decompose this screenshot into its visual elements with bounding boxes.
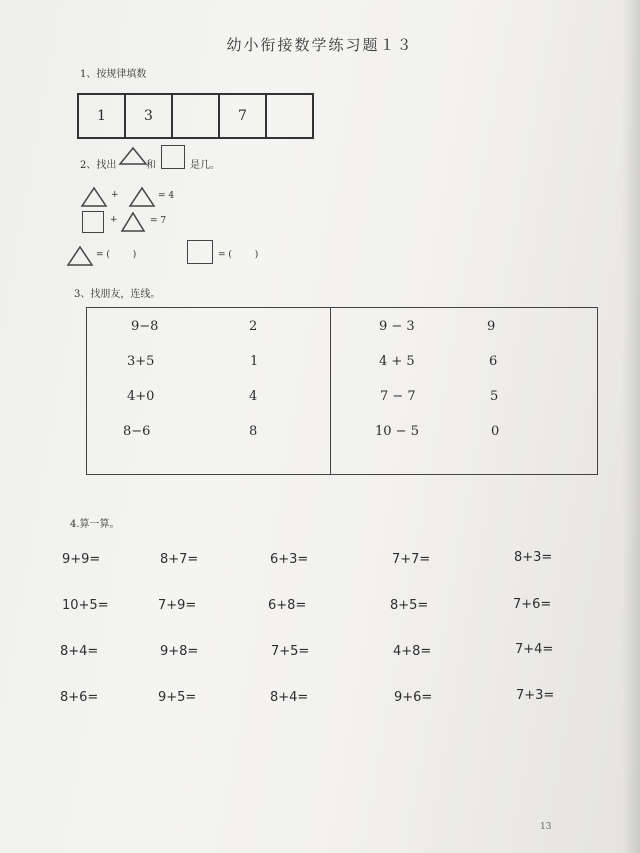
- sequence-cell: 3: [124, 93, 173, 139]
- calc-problem[interactable]: 8+4=: [270, 690, 309, 705]
- sequence-cell-blank[interactable]: [171, 93, 220, 139]
- worksheet-title: 幼小衔接数学练习题１３: [226, 36, 414, 54]
- square-icon: [82, 211, 104, 233]
- right-expression[interactable]: 10 − 5: [375, 424, 419, 439]
- section4-heading: 4.算一算。: [70, 519, 120, 530]
- left-value[interactable]: 4: [249, 389, 258, 404]
- page-edge-shadow: [622, 0, 640, 853]
- left-value[interactable]: 1: [250, 354, 259, 369]
- square-answer-blank[interactable]: = ( ): [218, 250, 259, 260]
- right-expression[interactable]: 7 − 7: [380, 389, 416, 404]
- calc-problem[interactable]: 6+8=: [268, 598, 307, 613]
- equation-result: = 4: [158, 191, 175, 201]
- triangle-icon: [66, 245, 94, 267]
- left-expression[interactable]: 3+5: [127, 354, 155, 369]
- right-expression[interactable]: 4 + 5: [379, 354, 415, 369]
- calc-problem[interactable]: 9+9=: [62, 552, 101, 567]
- calc-problem[interactable]: 7+6=: [513, 597, 552, 612]
- section3-heading: 3、找朋友，连线。: [74, 289, 161, 300]
- calc-problem[interactable]: 6+3=: [270, 552, 309, 567]
- calc-problem[interactable]: 9+6=: [394, 690, 433, 705]
- sequence-cell-blank[interactable]: [265, 93, 314, 139]
- triangle-icon: [118, 146, 148, 166]
- triangle-answer-blank[interactable]: = ( ): [96, 250, 137, 260]
- calc-problem[interactable]: 8+6=: [60, 690, 99, 705]
- calc-problem[interactable]: 10+5=: [62, 598, 109, 613]
- square-icon: [187, 240, 213, 264]
- square-icon: [161, 145, 185, 169]
- plus-sign: +: [111, 190, 119, 200]
- equation-result: = 7: [150, 216, 167, 226]
- section2-heading-prefix: 2、找出: [80, 160, 117, 171]
- sequence-cell: 7: [218, 93, 267, 139]
- page-number: 13: [540, 822, 552, 832]
- left-value[interactable]: 2: [249, 319, 258, 334]
- calc-problem[interactable]: 4+8=: [393, 644, 432, 659]
- triangle-icon: [128, 186, 156, 208]
- sequence-boxes: [77, 93, 314, 139]
- matching-table: [86, 307, 598, 475]
- calc-problem[interactable]: 8+4=: [60, 644, 99, 659]
- table-divider: [330, 308, 331, 474]
- calc-problem[interactable]: 8+3=: [514, 550, 553, 565]
- right-expression[interactable]: 9 − 3: [379, 319, 415, 334]
- left-expression[interactable]: 9−8: [131, 319, 159, 334]
- calc-problem[interactable]: 8+7=: [160, 552, 199, 567]
- section2-heading-mid: 和: [146, 160, 156, 171]
- calc-problem[interactable]: 7+7=: [392, 552, 431, 567]
- right-value[interactable]: 6: [489, 354, 498, 369]
- right-value[interactable]: 5: [490, 389, 499, 404]
- calc-problem[interactable]: 7+5=: [271, 644, 310, 659]
- calc-problem[interactable]: 9+8=: [160, 644, 199, 659]
- calc-problem[interactable]: 7+9=: [158, 598, 197, 613]
- right-value[interactable]: 9: [487, 319, 496, 334]
- sequence-cell: 1: [77, 93, 126, 139]
- left-expression[interactable]: 8−6: [123, 424, 151, 439]
- plus-sign: +: [110, 215, 118, 225]
- calc-problem[interactable]: 7+4=: [515, 642, 554, 657]
- section2-heading-suffix: 是几。: [190, 160, 220, 171]
- calc-problem[interactable]: 7+3=: [516, 688, 555, 703]
- left-value[interactable]: 8: [249, 424, 258, 439]
- calc-problem[interactable]: 9+5=: [158, 690, 197, 705]
- triangle-icon: [120, 211, 146, 233]
- section1-heading: 1、按规律填数: [80, 69, 147, 80]
- left-expression[interactable]: 4+0: [127, 389, 155, 404]
- triangle-icon: [80, 186, 108, 208]
- right-value[interactable]: 0: [491, 424, 500, 439]
- calc-problem[interactable]: 8+5=: [390, 598, 429, 613]
